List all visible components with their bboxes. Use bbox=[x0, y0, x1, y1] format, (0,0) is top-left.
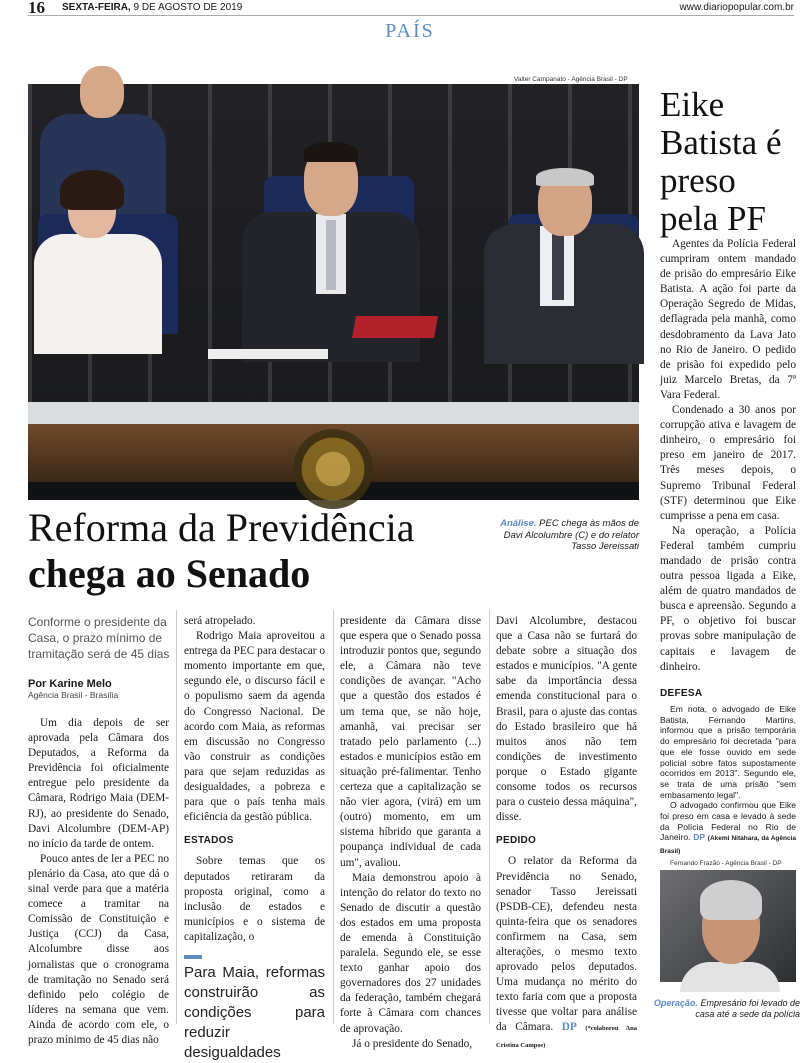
article-paragraph: Já o presidente do Senado, bbox=[352, 1037, 473, 1050]
sidebar-dp-tag: DP bbox=[693, 832, 706, 843]
sidebar-defense-credit: (Akemi Nitahara, da Agência Brasil) bbox=[660, 835, 797, 856]
article-paragraph: será atropelado. bbox=[184, 615, 256, 627]
article-column-3 bbox=[340, 614, 481, 1052]
edition-date bbox=[62, 2, 242, 13]
article-dp-tag: DP bbox=[561, 1021, 577, 1034]
edition-date-text: 9 DE AGOSTO DE 2019 bbox=[130, 2, 243, 13]
photo-papers bbox=[208, 349, 328, 359]
article-credit: (*colaborou Ana Cristina Campos) bbox=[496, 1025, 638, 1049]
pull-quote-rule bbox=[184, 955, 202, 959]
sidebar-caption-text: Empresário foi levado de casa até a sede da polícia bbox=[695, 998, 800, 1019]
article-paragraph: Pouco antes de ler a PEC no plenário da Casa, ato que dá o sinal verde para que a matéria comece a tramitar na Comissão de Constituição e Justiça (CCJ) da Casa, Alcolumbre disse aos jornalistas que o cronograma de tramitação no Senado será definido pelo colégio de líderes na semana que vem. Ainda de acordo com ele, o prazo mínimo de 45 dias não bbox=[28, 852, 169, 1046]
article-column-1 bbox=[28, 716, 169, 1048]
header-rule bbox=[28, 15, 794, 16]
main-headline bbox=[28, 505, 508, 597]
sidebar-photo-caption bbox=[652, 998, 800, 1020]
sidebar-paragraph: Agentes da Polícia Federal cumpriram ontem mandado de prisão do empresário Eike Batista. A ação foi parte da Operação Segredo de Midas, deflagrada pela manhã, como desdobramento da Lava Jato no Rio de Janeiro. O pedido de prisão foi expedido pelo juiz Marcelo Bretas, da 7ª Vara Federal. bbox=[660, 238, 796, 401]
section-title: PAÍS bbox=[385, 20, 435, 42]
article-paragraph-text: O relator da Reforma da Previdência no Senado, senador Tasso Jereissati (PSDB-CE), defendeu nesta quinta-feira que os senadores confirmem na Casa, sem alterações, o mesmo texto aprovado pelos deputados. Uma mudança no mérito do texto faria com que a proposta tivesse que voltar para análise da Câmara. bbox=[496, 855, 637, 1034]
photo-desk bbox=[28, 402, 639, 424]
sidebar-photo bbox=[660, 870, 796, 982]
pull-quote: Para Maia, reformas construirão as condições para reduzir desigualdades bbox=[184, 963, 325, 1061]
byline-agency: Agência Brasil - Brasília bbox=[28, 690, 119, 700]
article-subhead-estados: ESTADOS bbox=[184, 835, 234, 847]
column-divider bbox=[489, 610, 490, 1024]
main-photo-credit: Valter Campanato - Agência Brasil - DP bbox=[514, 76, 628, 83]
sidebar-photo-credit: Fernando Frazão - Agência Brasil - DP bbox=[670, 860, 782, 867]
article-paragraph: Maia demonstrou apoio à intenção do relator do texto no Senado de discutir a questão dos estados em uma proposta de emenda à Constituição paralela. Segundo ele, se esse texto ganhar apoio dos governadores dos 27 unidades da federação, também chegará forte à Câmara com chances de aprovação. bbox=[340, 871, 481, 1035]
article-paragraph: presidente da Câmara disse que espera que o Senado possa introduzir pontos que, segundo ele, a Câmara não teve condições de avançar. "Acho que a questão dos estados é um tema que, se não hoje, amanhã, vai precisar ser tratado pelo parlamento (...) estados e municípios estão em situação pré-falimentar. Tenho certeza que a capitalização se não vier agora, (virá) em um (outro) momento, em um sistema híbrido que garanta a poupança individual de cada um", avaliou. bbox=[340, 615, 481, 869]
article-subhead-pedido: PEDIDO bbox=[496, 835, 537, 847]
photo-emblem bbox=[293, 429, 373, 509]
sidebar-defense-paragraph bbox=[660, 800, 796, 858]
main-caption-text: PEC chega às mãos de Davi Alcolumbre (C) e do relator Tasso Jereissati bbox=[503, 518, 639, 552]
headline-line-2: chega ao Senado bbox=[28, 551, 311, 596]
article-paragraph: Um dia depois de ser aprovada pela Câmara dos Deputados, a Reforma da Previdência foi oficialmente entregue pelo presidente da Câmara, Rodrigo Maia (DEM-RJ), ao presidente do Senado, Davi Alcolumbre (DEM-AP) no início da tarde de ontem. bbox=[28, 717, 169, 850]
edition-day: SEXTA-FEIRA, bbox=[62, 2, 131, 13]
article-paragraph: Davi Alcolumbre, destacou que a Casa não se furtará do debate sobre a situação dos estados e municípios. "A gente sabe da importância dessa emenda constitucional para o Brasil, para o ajuste das contas do Estado brasileiro que há muitos anos não tem condições de investimento porque o Estado gigante consome todos os recursos para o custeio dessa máquina", disse. bbox=[496, 615, 637, 824]
sidebar-defense bbox=[660, 704, 796, 858]
article-column-4 bbox=[496, 614, 637, 1053]
page-number: 16 bbox=[28, 0, 45, 17]
main-photo bbox=[28, 84, 639, 500]
deck: Conforme o presidente da Casa, o prazo mínimo de tramitação será de 45 dias bbox=[28, 615, 170, 661]
sidebar-paragraph: Condenado a 30 anos por corrupção ativa e lavagem de dinheiro, o empresário foi preso em janeiro de 2017. Três meses depois, o Supremo Tribunal Federal (STF) determinou que Eike cumprisse a pena em casa. bbox=[660, 404, 796, 522]
main-caption-lead: Análise. bbox=[500, 518, 537, 529]
sidebar-defense-text: O advogado confirmou que Eike foi preso em casa e levado à sede da Polícia Federal no Rio de Janeiro. bbox=[660, 800, 796, 843]
sidebar-defense-paragraph: Em nota, o advogado de Eike Batista, Fernando Martins, informou que a prisão temporária do empresário foi decretada "para que ele fosse ouvido em sede policial sobre fatos supostamente ocorridos em 2013". Segundo ele, se trata de uma prisão "sem embasamento legal". bbox=[660, 704, 796, 800]
article-paragraph: Sobre temas que os deputados retiraram da proposta original, como a inclusão de estados e municípios e o sistema de capitalização, o bbox=[184, 855, 325, 943]
column-divider bbox=[176, 610, 177, 1024]
main-photo-caption bbox=[500, 518, 639, 553]
sidebar-subhead: DEFESA bbox=[660, 688, 703, 699]
column-divider bbox=[333, 610, 334, 1024]
photo-red-folder bbox=[352, 316, 438, 338]
sidebar-paragraph: Na operação, a Polícia Federal também cumpriu mandado de prisão contra outra pessoa ligada a Eike, além de quatro mandados de busca e apreensão. Segundo a PF, o objetivo foi buscar provas sobre manipulação de capitais e lavagem de dinheiro. bbox=[660, 524, 796, 673]
byline-author: Por Karine Melo bbox=[28, 678, 112, 690]
article-paragraph bbox=[496, 854, 637, 1052]
sidebar-body bbox=[660, 237, 796, 675]
sidebar-caption-lead: Operação. bbox=[653, 998, 698, 1008]
sidebar-headline: Eike Batista é preso pela PF bbox=[660, 85, 782, 238]
page-header bbox=[0, 0, 810, 20]
article-column-2 bbox=[184, 614, 325, 1063]
byline bbox=[28, 678, 178, 700]
site-url: www.diariopopular.com.br bbox=[679, 2, 794, 13]
headline-line-1: Reforma da Previdência bbox=[28, 505, 415, 550]
article-paragraph: Rodrigo Maia aproveitou a entrega da PEC para destacar o momento importante em que, segundo ele, o discurso fácil e o populismo saem da agenda do Congresso Nacional. De acordo com Maia, as reformas em discussão no Congresso vão construir as condições para que sejam reduzidas as desigualdades, a pobreza e para que o país tenha mais eficiência da gestão pública. bbox=[184, 630, 325, 824]
